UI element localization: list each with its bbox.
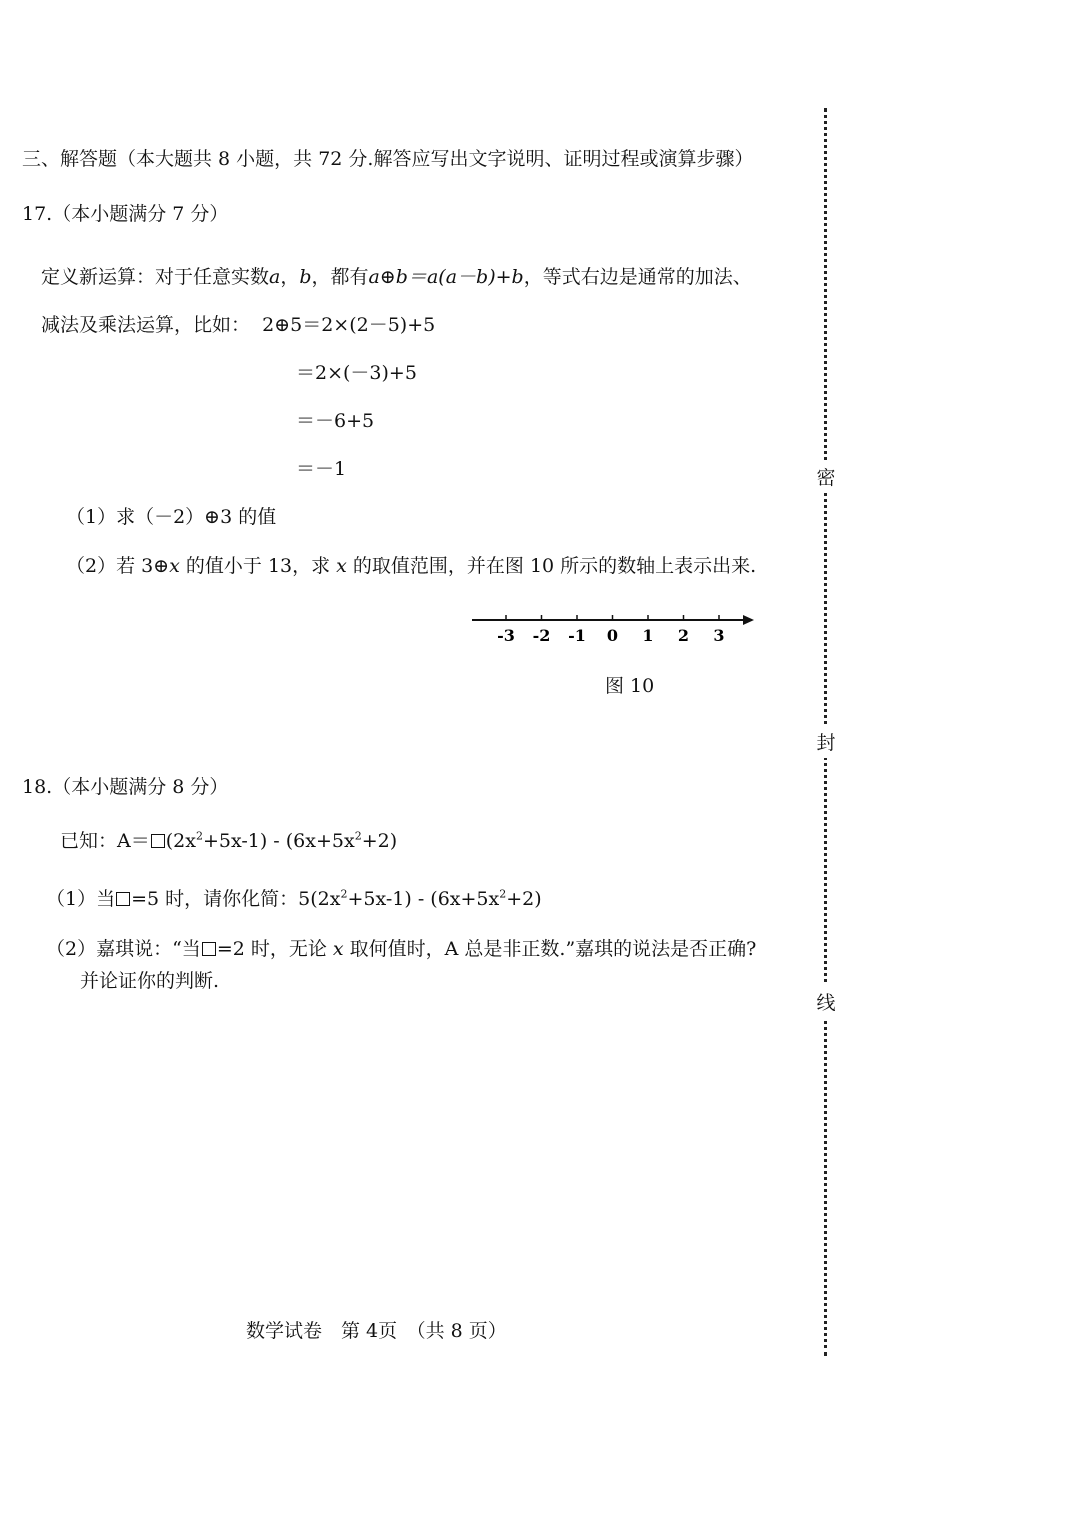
binding-label-mi: 密 [816,460,836,493]
number-line-tick-label: -1 [568,626,586,645]
q17-example-line4: ＝－1 [296,458,347,480]
q18-title: 18.（本小题满分 8 分） [22,776,229,798]
q17-definition-line1: 定义新运算：对于任意实数a，b，都有a⊕b＝a(a－b)+b，等式右边是通常的加法、 [41,266,752,288]
q17-example-line1: 2⊕5＝2×(2－5)+5 [262,314,436,336]
binding-label-feng: 封 [816,725,836,758]
blank-box [116,892,130,906]
q17-part1: （1）求（－2）⊕3 的值 [66,506,277,528]
q17-operation-formula: a⊕b＝a(a－b)+b [368,266,524,288]
number-line-tick-label: -3 [497,626,515,645]
blank-box [151,834,165,848]
number-line-figure [470,606,770,656]
q17-definition-line2: 减法及乘法运算，比如： 2⊕5＝2×(2－5)+5 [41,314,436,336]
page-footer: 数学试卷 第 4页 （共 8 页） [246,1320,507,1342]
number-line-arrow [743,615,754,625]
q17-example-line3: ＝－6+5 [296,410,375,432]
q17-example-line2: ＝2×(－3)+5 [296,362,417,384]
q18-part2-line2: 并论证你的判断. [80,970,220,992]
q17-title: 17.（本小题满分 7 分） [22,203,229,225]
q17-part2: （2）若 3⊕x 的值小于 13，求 x 的取值范围，并在图 10 所示的数轴上表示出来. [66,555,757,577]
blank-box [202,942,216,956]
number-line-tick-label: -2 [532,626,551,645]
q18-part1: （1）当 =5 时，请你化简：$5(2x^2+5x-1) - (6x+5x^2+2)$ [46,887,542,910]
q18-part2: （2）嘉琪说：“当 =2 时，无论 x 取何值时，A 总是非正数.”嘉琪的说法是否正确? [46,938,757,960]
q18-given: 已知：$A= (2x^2+5x-1) - (6x+5x^2+2)$ [60,829,398,852]
section-header: 三、解答题（本大题共 8 小题，共 72 分.解答应写出文字说明、证明过程或演算步骤） [22,148,754,170]
number-line-tick-label: 2 [677,626,690,645]
figure-caption: 图 10 [605,675,655,697]
number-line-tick-label: 0 [606,626,619,645]
number-line-tick-label: 3 [713,626,725,645]
binding-label-xian: 线 [816,985,836,1018]
number-line-tick-label: 1 [642,626,654,645]
